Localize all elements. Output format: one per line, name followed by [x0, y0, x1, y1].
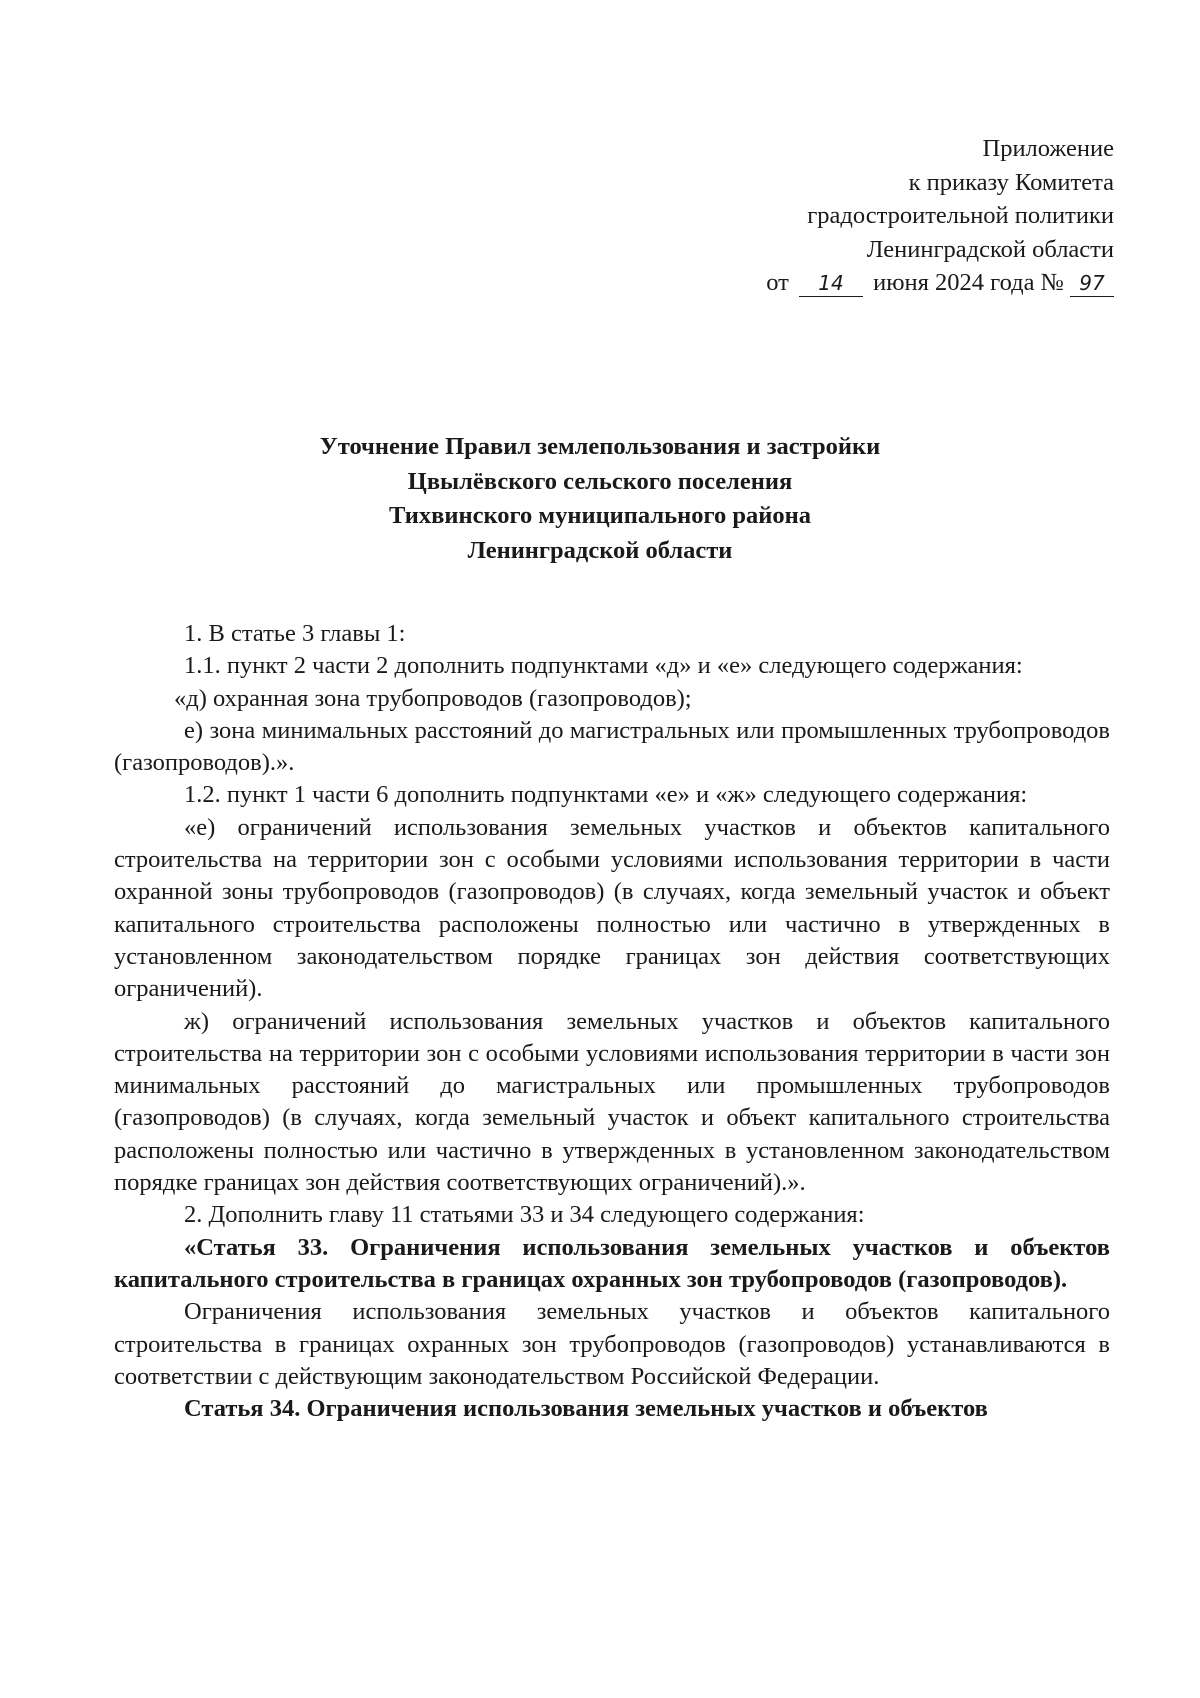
- date-month-year: июня 2024 года: [873, 269, 1035, 296]
- paragraph-item-1-1: 1.1. пункт 2 части 2 дополнить подпунктами «д» и «е» следующего содержания:: [184, 652, 1023, 680]
- appendix-line-region: Ленинградской области: [866, 235, 1114, 263]
- document-body: [114, 618, 1110, 1425]
- article-33-heading: «Статья 33. Ограничения использования земельных участков и объектов капитального строительства в границах охранных зон трубопроводов (газопроводов).: [114, 1233, 1110, 1293]
- appendix-header: [766, 132, 1114, 300]
- date-prefix: от: [766, 269, 789, 296]
- paragraph-subitem-e2: «е) ограничений использования земельных участков и объектов капитального строительства на территории зон с особыми условиями использования территории в части охранной зоны трубопроводов (газопроводов) (в случаях, когда земельный участок и объект капитального строительства расположены полностью или частично в утвержденных в установленном законодательством порядке границах зон действия соответствующих ограничений).: [114, 813, 1110, 1003]
- title-line-4: Ленинградской области: [467, 536, 733, 564]
- paragraph-item-2: 2. Дополнить главу 11 статьями 33 и 34 следующего содержания:: [184, 1201, 865, 1229]
- document-title: [100, 430, 1100, 568]
- paragraph-item-1-2: 1.2. пункт 1 части 6 дополнить подпунктами «е» и «ж» следующего содержания:: [184, 781, 1028, 809]
- number-sign: №: [1040, 269, 1064, 296]
- appendix-date-line: [766, 266, 1114, 300]
- paragraph-subitem-d: «д) охранная зона трубопроводов (газопроводов);: [174, 684, 692, 712]
- order-number-handwritten: 97: [1070, 270, 1114, 297]
- article-33-text: Ограничения использования земельных участков и объектов капитального строительства в границах охранных зон трубопроводов (газопроводов) устанавливаются в соответствии с действующим законодательством Российской Федерации.: [114, 1298, 1110, 1390]
- appendix-line-order: к приказу Комитета: [908, 168, 1114, 196]
- paragraph-subitem-zh: ж) ограничений использования земельных участков и объектов капитального строительства на территории зон с особыми условиями использования территории в части зон минимальных расстояний до магистральных или промышленных трубопроводов (газопроводов) (в случаях, когда земельный участок и объект капитального строительства расположены полностью или частично в утвержденных в установленном законодательством порядке границах зон действия соответствующих ограничений).».: [114, 1007, 1110, 1197]
- date-day-handwritten: 14: [799, 270, 863, 297]
- appendix-title: Приложение: [982, 135, 1114, 162]
- title-line-3: Тихвинского муниципального района: [389, 502, 811, 529]
- title-line-2: Цвылёвского сельского поселения: [407, 467, 793, 495]
- paragraph-item-1: 1. В статье 3 главы 1:: [184, 620, 406, 647]
- title-line-1: Уточнение Правил землепользования и застройки: [319, 433, 881, 460]
- appendix-line-committee: градостроительной политики: [807, 202, 1114, 229]
- paragraph-subitem-e: е) зона минимальных расстояний до магистральных или промышленных трубопроводов (газопроводов).».: [114, 716, 1110, 777]
- article-34-heading: Статья 34. Ограничения использования земельных участков и объектов: [184, 1395, 988, 1423]
